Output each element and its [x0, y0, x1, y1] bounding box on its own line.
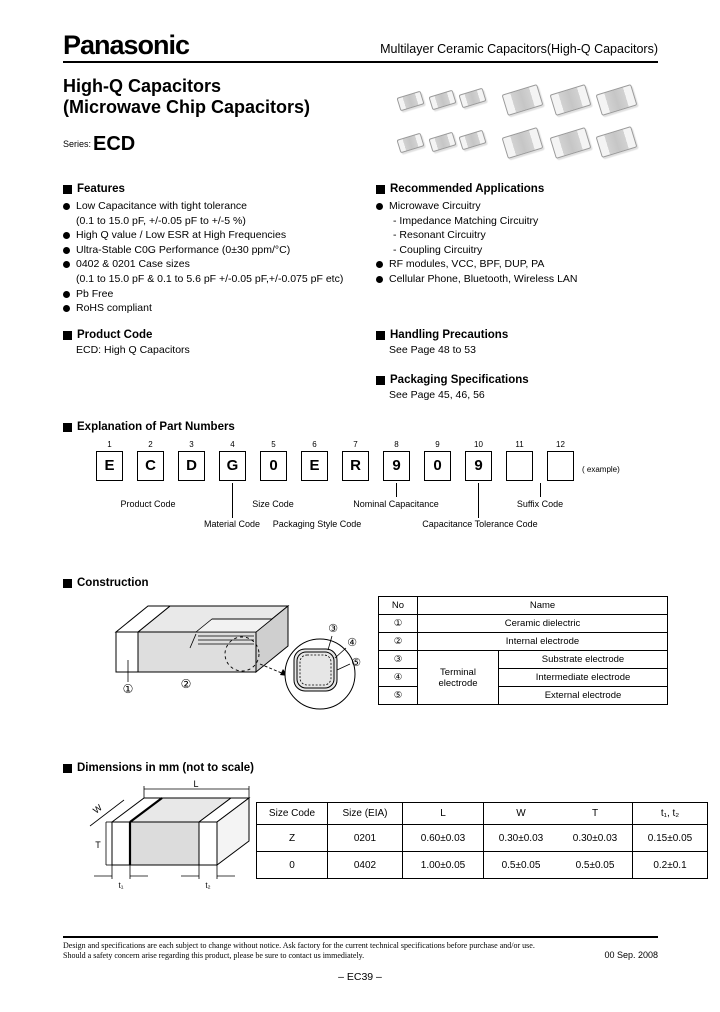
- product-photos: [390, 82, 662, 174]
- connector-line: [478, 483, 479, 518]
- chip-photo: [428, 90, 456, 111]
- footer-disclaimer: [63, 941, 603, 961]
- header-rule: [63, 61, 658, 63]
- dim-label-t2: t₂: [205, 881, 211, 890]
- dimensions-title-row: [63, 762, 254, 774]
- header-size-eia: Size (EIA): [328, 803, 403, 825]
- chip-photo: [502, 84, 544, 116]
- series: [63, 133, 135, 156]
- series-label: Series:: [63, 139, 92, 149]
- dimensions-diagram: [62, 780, 264, 892]
- list-item: RF modules, VCC, BPF, DUP, PA: [376, 257, 660, 272]
- table-row: [379, 633, 668, 651]
- construction-diagram: [92, 592, 364, 714]
- section-marker-icon: [63, 579, 72, 588]
- row-name: External electrode: [499, 687, 668, 705]
- bullet-icon: [376, 203, 383, 210]
- brand-logo: Panasonic: [63, 30, 190, 60]
- part-number-cell: 3 D: [178, 440, 205, 481]
- dimensions-title: Dimensions in mm (not to scale): [63, 762, 254, 774]
- part-number-cell: 7 R: [342, 440, 369, 481]
- part-number-cell: 11: [506, 440, 533, 481]
- header-size-code: Size Code: [257, 803, 328, 825]
- disclaimer-line2: Should a safety concern arise regarding this product, please be sure to contact us immediately.: [63, 951, 365, 960]
- row-name: Internal electrode: [418, 633, 668, 651]
- list-item: Ultra-Stable C0G Performance (0±30 ppm/°C): [63, 243, 377, 258]
- table-row: [379, 597, 668, 615]
- table-row: [257, 852, 708, 879]
- construction-title-row: [63, 577, 149, 589]
- applications-title: Recommended Applications: [376, 183, 660, 195]
- section-packaging: [376, 374, 529, 401]
- cell: Z: [257, 825, 328, 852]
- list-item: RoHS compliant: [63, 301, 377, 316]
- page-title-line2: (Microwave Chip Capacitors): [63, 97, 311, 117]
- dimensions-table: [256, 802, 708, 879]
- construction-title: Construction: [63, 577, 149, 589]
- section-features: [63, 183, 377, 316]
- col-name-header: Name: [418, 597, 668, 615]
- packaging-title: Packaging Specifications: [376, 374, 529, 386]
- features-title: Features: [63, 183, 377, 195]
- list-item: High Q value / Low ESR at High Frequencies: [63, 228, 377, 243]
- row-no: ③: [379, 651, 418, 669]
- bullet-icon: [63, 203, 70, 210]
- chip-photo: [458, 88, 486, 109]
- footer-page-code: – EC39 –: [338, 971, 382, 983]
- bullet-icon: [63, 247, 70, 254]
- bullet-icon: [63, 232, 70, 239]
- features-list: [63, 199, 377, 316]
- part-number-cell: 6 E: [301, 440, 328, 481]
- part-number-cell: 5 0: [260, 440, 287, 481]
- packaging-body: See Page 45, 46, 56: [389, 389, 485, 401]
- section-marker-icon: [376, 185, 385, 194]
- label-product-code: Product Code: [120, 499, 176, 509]
- list-item: - Coupling Circuitry: [393, 243, 483, 256]
- section-marker-icon: [376, 331, 385, 340]
- header-category: Multilayer Ceramic Capacitors(High-Q Capacitors): [380, 42, 658, 56]
- header-L: L: [403, 803, 484, 825]
- cell: 1.00±0.05: [403, 852, 484, 879]
- row-no: ⑤: [379, 687, 418, 705]
- page-title-line1: High-Q Capacitors: [63, 76, 222, 96]
- label-material-code: Material Code: [203, 519, 261, 529]
- handling-body: See Page 48 to 53: [389, 344, 476, 356]
- dim-label-W: W: [91, 802, 104, 816]
- label-size-code: Size Code: [252, 499, 294, 509]
- section-handling: [376, 329, 508, 356]
- header-T: T: [558, 803, 633, 825]
- header-W: W: [484, 803, 559, 825]
- part-number-title: Explanation of Part Numbers: [63, 421, 235, 433]
- dim-label-t1: t₁: [118, 881, 124, 890]
- label-suffix-code: Suffix Code: [516, 499, 564, 509]
- table-row: [379, 615, 668, 633]
- list-item: 0402 & 0201 Case sizes: [63, 257, 377, 272]
- cell: 0.30±0.03: [558, 825, 633, 852]
- chip-photo: [596, 84, 638, 116]
- example-note: ( example): [582, 465, 620, 474]
- chip-photo: [428, 132, 456, 153]
- part-number-cell: 4 G: [219, 440, 246, 481]
- chip-photo: [550, 84, 592, 116]
- list-item: (0.1 to 15.0 pF, +/-0.05 pF to +/-5 %): [76, 214, 246, 227]
- list-item: - Resonant Circuitry: [393, 229, 486, 242]
- row-name: Ceramic dielectric: [418, 615, 668, 633]
- header-t1-t2: t₁, t₂: [633, 803, 708, 825]
- callout-4: ④: [347, 636, 357, 649]
- callout-5: ⑤: [351, 656, 361, 669]
- list-item: Pb Free: [63, 287, 377, 302]
- section-applications: [376, 183, 660, 287]
- footer-date: 00 Sep. 2008: [604, 950, 658, 960]
- list-item: - Impedance Matching Circuitry: [393, 214, 539, 227]
- cell: 0.15±0.05: [633, 825, 708, 852]
- cell: 0402: [328, 852, 403, 879]
- label-capacitance-tolerance-code: Capacitance Tolerance Code: [422, 519, 538, 529]
- cell: 0.2±0.1: [633, 852, 708, 879]
- handling-title: Handling Precautions: [376, 329, 508, 341]
- list-item: Low Capacitance with tight tolerance: [63, 199, 377, 214]
- bullet-icon: [63, 261, 70, 268]
- col-no-header: No: [379, 597, 418, 615]
- chip-photo: [550, 127, 592, 159]
- row-no: ①: [379, 615, 418, 633]
- dim-label-T: T: [95, 840, 101, 850]
- row-name: Substrate electrode: [499, 651, 668, 669]
- cell: 0.5±0.05: [558, 852, 633, 879]
- chip-photo: [458, 130, 486, 151]
- label-nominal-capacitance: Nominal Capacitance: [353, 499, 439, 509]
- part-number-cell: 1 E: [96, 440, 123, 481]
- section-marker-icon: [376, 376, 385, 385]
- part-number-cell: 10 9: [465, 440, 492, 481]
- series-value: ECD: [93, 133, 136, 155]
- section-marker-icon: [63, 764, 72, 773]
- dim-label-L: L: [193, 780, 199, 789]
- chip-photo: [396, 133, 424, 154]
- list-item: (0.1 to 15.0 pF & 0.1 to 5.6 pF +/-0.05 pF,+/-0.075 pF etc): [76, 272, 344, 285]
- footer-rule: [63, 936, 658, 938]
- cell: 0.60±0.03: [403, 825, 484, 852]
- row-no: ②: [379, 633, 418, 651]
- section-marker-icon: [63, 423, 72, 432]
- chip-photo: [596, 126, 638, 158]
- callout-1: ①: [122, 682, 134, 696]
- product-code-title: Product Code: [63, 329, 190, 341]
- disclaimer-line1: Design and specifications are each subject to change without notice. Ask factory for the current technical specifications before purchase and/or use.: [63, 941, 535, 950]
- chip-photo: [502, 127, 544, 159]
- part-number-title-row: [63, 421, 235, 433]
- section-marker-icon: [63, 185, 72, 194]
- group-label: Terminal electrode: [418, 651, 499, 705]
- connector-line: [396, 483, 397, 497]
- construction-table: [378, 596, 668, 705]
- table-header-row: [257, 803, 708, 825]
- callout-2: ②: [180, 677, 192, 691]
- cell: 0.30±0.03: [484, 825, 559, 852]
- table-row: [257, 825, 708, 852]
- part-number-cell: 2 C: [137, 440, 164, 481]
- product-code-body: ECD: High Q Capacitors: [76, 344, 190, 356]
- chip-photo: [396, 91, 424, 112]
- label-packaging-style-code: Packaging Style Code: [272, 519, 362, 529]
- section-product-code: [63, 329, 190, 356]
- list-item: Cellular Phone, Bluetooth, Wireless LAN: [376, 272, 660, 287]
- bullet-icon: [376, 261, 383, 268]
- part-number-cell: 9 0: [424, 440, 451, 481]
- section-marker-icon: [63, 331, 72, 340]
- bullet-icon: [63, 305, 70, 312]
- cell: 0.5±0.05: [484, 852, 559, 879]
- callout-3: ③: [328, 622, 338, 635]
- row-no: ④: [379, 669, 418, 687]
- bullet-icon: [63, 291, 70, 298]
- page-title: [63, 76, 310, 118]
- row-name: Intermediate electrode: [499, 669, 668, 687]
- cell: 0: [257, 852, 328, 879]
- table-row: [379, 651, 668, 669]
- bullet-icon: [376, 276, 383, 283]
- list-item: Microwave Circuitry: [376, 199, 660, 214]
- part-number-diagram: [0, 440, 720, 540]
- part-number-cell: 12: [547, 440, 574, 481]
- applications-list: [376, 199, 660, 287]
- part-number-cell: 8 9: [383, 440, 410, 481]
- connector-line: [540, 483, 541, 497]
- cell: 0201: [328, 825, 403, 852]
